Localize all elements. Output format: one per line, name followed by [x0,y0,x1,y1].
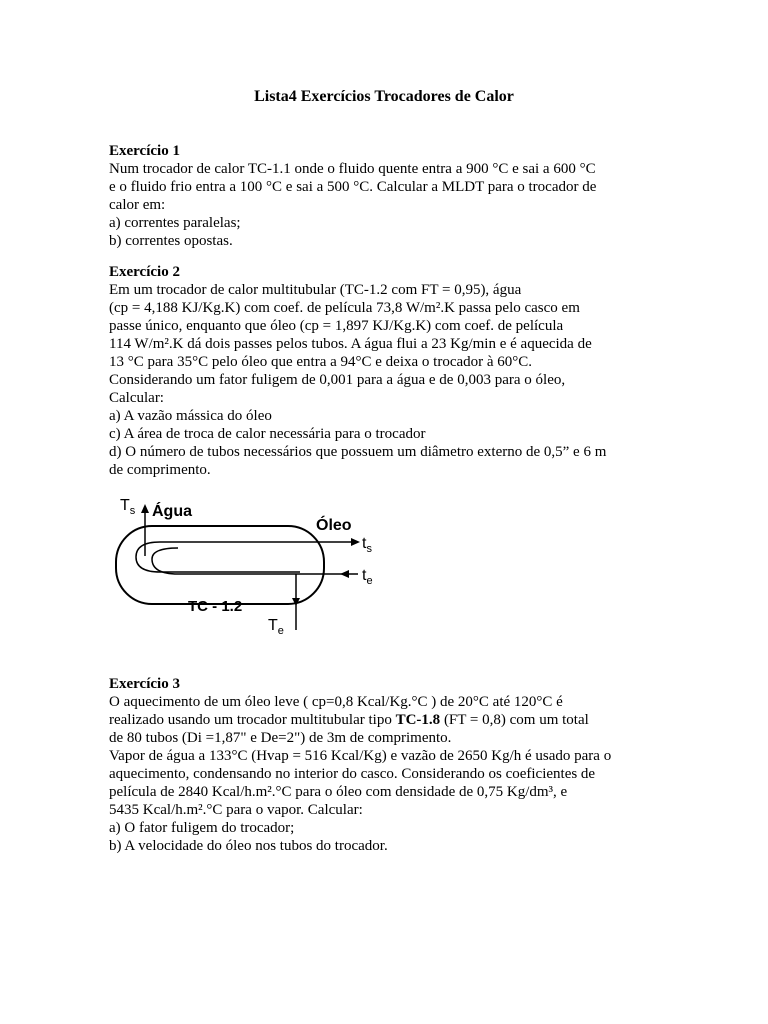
exercise-2-line: d) O número de tubos necessários que possuem um diâmetro externo de 0,5” e 6 m [109,444,607,460]
exercise-3-line: película de 2840 Kcal/h.m².°C para o óleo com densidade de 0,75 Kg/dm³, e [109,784,568,800]
document-title: Lista4 Exercícios Trocadores de Calor [254,88,514,105]
exercise-3-line: Vapor de água a 133°C (Hvap = 516 Kcal/Kg) e vazão de 2650 Kg/h é usado para o [109,748,612,764]
exercise-3-line: de 80 tubos (Di =1,87" e De=2") de 3m de comprimento. [109,730,452,746]
exercise-2-line: 114 W/m².K dá dois passes pelos tubos. A água flui a 23 Kg/min e é aquecida de [109,336,592,352]
exchanger-shell [116,526,324,604]
exercise-1-heading: Exercício 1 [109,143,180,159]
label-ts-oil: $t_s$ [362,535,372,555]
exercise-1-line: b) correntes opostas. [109,233,233,249]
exercise-2-line: passe único, enquanto que óleo (cp = 1,897 KJ/Kg.K) com coef. de película [109,318,564,334]
tube-path-inner [152,548,358,574]
exercise-3-line: aquecimento, condensando no interior do casco. Considerando os coeficientes de [109,766,596,782]
exercise-2 [109,263,689,479]
exercise-3-line: b) A velocidade do óleo nos tubos do trocador. [109,838,388,854]
heat-exchanger-diagram [108,490,398,650]
label-unit: TC - 1.2 [188,598,243,615]
exercise-2-line: Considerando um fator fuligem de 0,001 para a água e de 0,003 para o óleo, [109,372,566,388]
exercise-2-line: (cp = 4,188 KJ/Kg.K) com coef. de película 73,8 W/m².K passa pelo casco em [109,300,580,316]
exercise-3-line [109,711,689,729]
exercise-3-exchanger-type: TC-1.8 [395,712,441,728]
exercise-2-line: c) A área de troca de calor necessária para o trocador [109,426,426,442]
exercise-2-line: Em um trocador de calor multitubular (TC-1.2 com FT = 0,95), água [109,282,522,298]
exercise-3 [109,675,689,855]
exercise-3-text: (FT = 0,8) com um total [440,712,589,728]
water-outlet-arrow [141,504,149,513]
exercise-3-line: O aquecimento de um óleo leve ( cp=0,8 Kcal/Kg.°C ) de 20°C até 120°C é [109,694,563,710]
exercise-1-line: Num trocador de calor TC-1.1 onde o fluido quente entra a 900 °C e sai a 600 °C [109,161,596,177]
exercise-1-line: e o fluido frio entra a 100 °C e sai a 500 °C. Calcular a MLDT para o trocador de [109,179,597,195]
exercise-2-heading: Exercício 2 [109,264,180,280]
exercise-1-line: a) correntes paralelas; [109,215,241,231]
exercise-1 [109,142,689,250]
exercise-2-line: de comprimento. [109,462,211,478]
label-ts: $T_s$ [120,497,136,517]
exercise-2-line: 13 °C para 35°C pelo óleo que entra a 94°C e deixa o trocador à 60°C. [109,354,533,370]
exercise-2-line: Calcular: [109,390,164,406]
label-oleo: Óleo [316,517,352,534]
label-agua: Água [152,503,192,520]
label-te-water: $T_e$ [268,617,284,637]
oil-inlet-arrow [340,570,349,578]
exercise-3-line: a) O fator fuligem do trocador; [109,820,295,836]
exercise-3-heading: Exercício 3 [109,676,180,692]
exercise-1-line: calor em: [109,197,166,213]
label-te-oil: $t_e$ [362,567,373,587]
exercise-3-text: realizado usando um trocador multitubular tipo [109,712,396,728]
exercise-3-line: 5435 Kcal/h.m².°C para o vapor. Calcular: [109,802,363,818]
exercise-2-line: a) A vazão mássica do óleo [109,408,272,424]
oil-outlet-arrow [351,538,360,546]
